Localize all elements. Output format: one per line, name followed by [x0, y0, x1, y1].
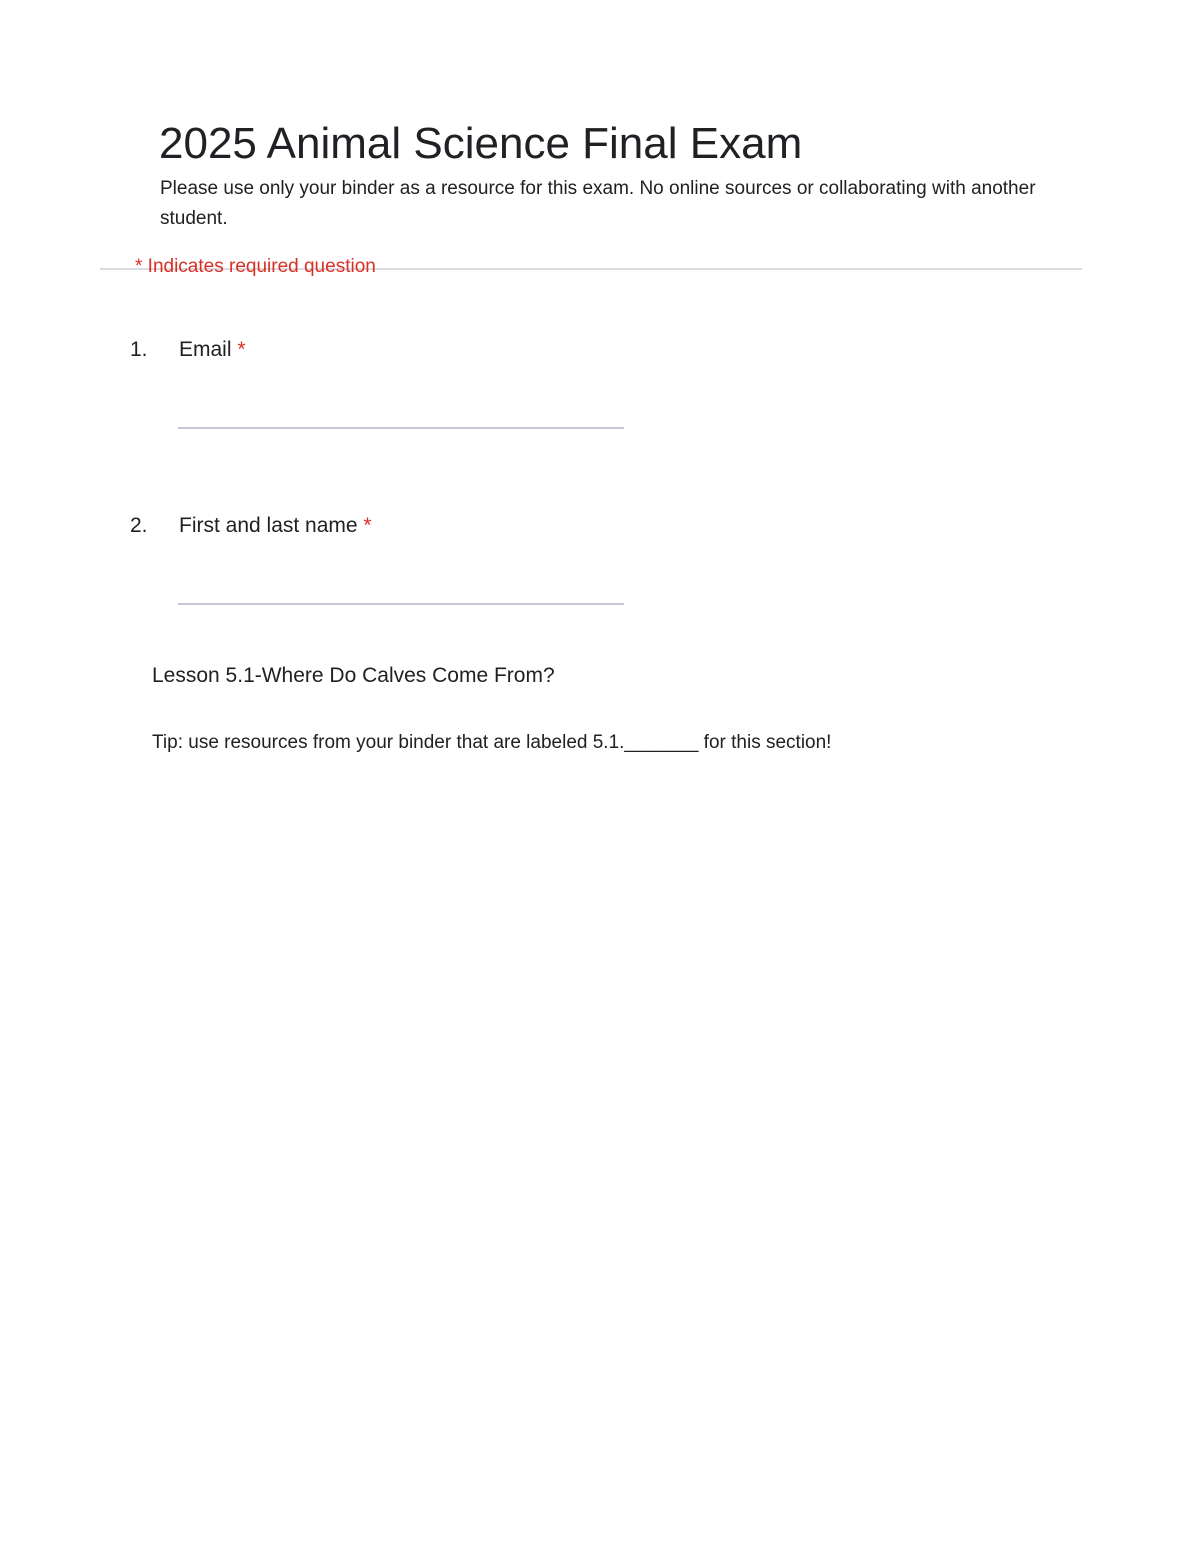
- question-label-text: First and last name: [179, 514, 358, 537]
- section-title: Lesson 5.1-Where Do Calves Come From?: [152, 664, 555, 687]
- question-number: 1.: [130, 338, 148, 361]
- form-description: Please use only your binder as a resource for this exam. No online sources or collaborating with another student.: [160, 178, 1036, 229]
- question-label: [179, 337, 246, 363]
- required-note: * Indicates required question: [135, 256, 376, 277]
- required-asterisk: *: [237, 338, 246, 361]
- question-label-text: Email: [179, 338, 232, 361]
- name-field[interactable]: [178, 559, 624, 605]
- required-asterisk: *: [363, 514, 372, 537]
- question-number: 2.: [130, 514, 148, 537]
- form-title: 2025 Animal Science Final Exam: [159, 119, 803, 168]
- email-field[interactable]: [178, 383, 624, 429]
- question-email: [130, 337, 730, 437]
- question-label: [179, 513, 372, 539]
- question-name: [130, 513, 730, 613]
- section-tip: Tip: use resources from your binder that are labeled 5.1._______ for this section!: [152, 732, 832, 753]
